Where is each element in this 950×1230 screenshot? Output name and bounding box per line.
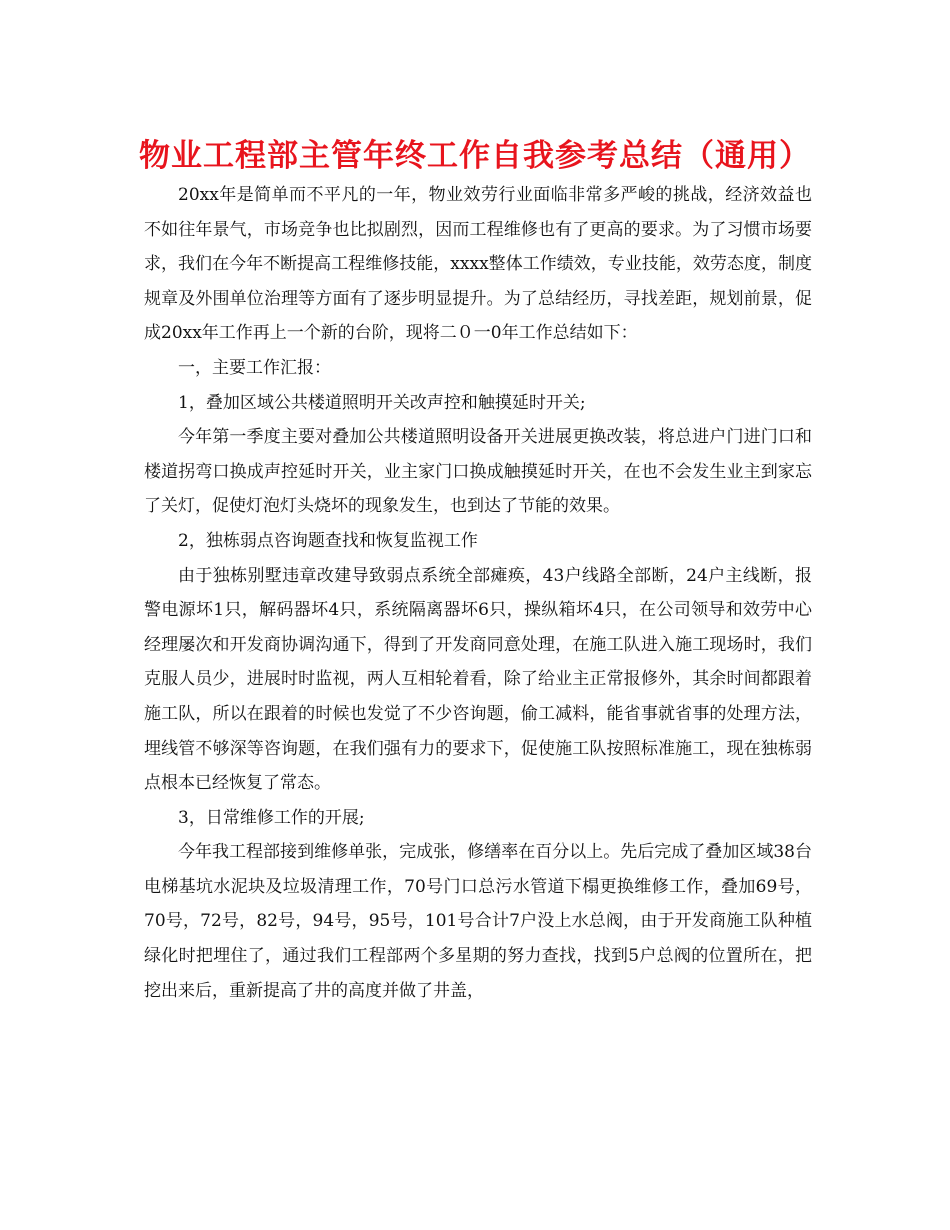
paragraph: 20xx年是简单而不平凡的一年，物业效劳行业面临非常多严峻的挑战，经济效益也不如往年景气，市场竞争也比拟剧烈，因而工程维修也有了更高的要求。为了习惯市场要求，我们在今年不断提高工程维修技能，xxxx整体工作绩效，专业技能，效劳态度，制度规章及外围单位治理等方面有了逐步明显提升。为了总结经历，寻找差距，规划前景，促成20xx年工作再上一个新的台阶，现将二０一0年工作总结如下： [144,185,812,344]
document-title: 物业工程部主管年终工作自我参考总结（通用） [139,138,811,174]
document-body [144,178,812,1008]
paragraph: 由于独栋别墅违章改建导致弱点系统全部瘫痪，43户线路全部断，24户主线断，报警电源坏1只，解码器坏4只，系统隔离器坏6只，操纵箱坏4只，在公司领导和效劳中心经理屡次和开发商协调沟通下，得到了开发商同意处理，在施工队进入施工现场时，我们克服人员少，进展时时监视，两人互相轮着看，除了给业主正常报修外，其余时间都跟着施工队，所以在跟着的时候也发觉了不少咨询题，偷工减料，能省事就省事的处理方法，埋线管不够深等咨询题，在我们强有力的要求下，促使施工队按照标准施工，现在独栋弱点根本已经恢复了常态。 [144,565,812,794]
paragraph: 今年第一季度主要对叠加公共楼道照明设备开关进展更换改装，将总进户门进门口和楼道拐弯口换成声控延时开关，业主家门口换成触摸延时开关，在也不会发生业主到家忘了关灯，促使灯泡灯头烧坏的现象发生，也到达了节能的效果。 [144,427,812,517]
subsection-heading: 3，日常维修工作的开展; [178,807,365,828]
section-heading: 一，主要工作汇报： [178,357,331,378]
paragraph: 今年我工程部接到维修单张，完成张，修缮率在百分以上。先后完成了叠加区域38台电梯基坑水泥块及垃圾清理工作，70号门口总污水管道下榻更换维修工作，叠加69号，70号，72号，82号，94号，95号，101号合计7户没上水总阀，由于开发商施工队种植绿化时把埋住了，通过我们工程部两个多星期的努力查找，找到5户总阀的位置所在，把挖出来后，重新提高了井的高度并做了井盖， [144,842,812,1001]
subsection-heading: 2，独栋弱点咨询题查找和恢复监视工作 [178,530,478,551]
subsection-heading: 1，叠加区域公共楼道照明开关改声控和触摸延时开关; [178,392,586,413]
